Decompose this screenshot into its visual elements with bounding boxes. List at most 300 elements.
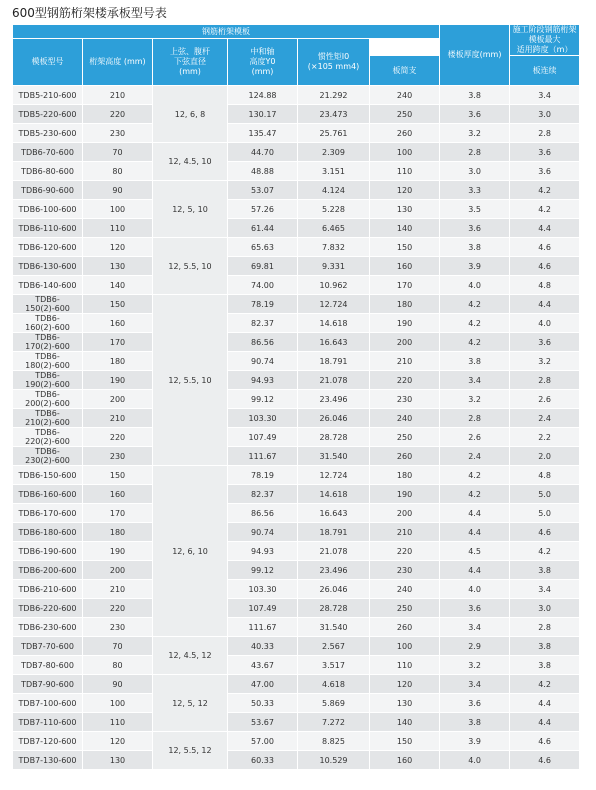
spec-table — [12, 24, 580, 770]
table-row — [13, 181, 580, 200]
cell-simple-span: 3.0 — [440, 162, 510, 181]
cell-continuous-span: 3.6 — [510, 162, 580, 181]
table-row — [13, 219, 580, 238]
cell-simple-span: 2.4 — [440, 447, 510, 466]
cell-neutral-axis: 78.19 — [228, 466, 298, 485]
cell-continuous-span: 2.8 — [510, 124, 580, 143]
cell-slab-thickness: 250 — [370, 599, 440, 618]
cell-model: TDB5-220-600 — [13, 105, 83, 124]
cell-truss-height: 210 — [83, 409, 153, 428]
table-row — [13, 751, 580, 770]
cell-truss-height: 190 — [83, 542, 153, 561]
cell-continuous-span: 4.4 — [510, 295, 580, 314]
cell-neutral-axis: 107.49 — [228, 428, 298, 447]
table-row — [13, 656, 580, 675]
cell-model: TDB6-200-600 — [13, 561, 83, 580]
cell-inertia: 21.078 — [298, 371, 370, 390]
cell-model: TDB6-160(2)-600 — [13, 314, 83, 333]
cell-inertia: 31.540 — [298, 618, 370, 637]
cell-continuous-span: 3.4 — [510, 580, 580, 599]
cell-truss-height: 210 — [83, 580, 153, 599]
cell-slab-thickness: 250 — [370, 105, 440, 124]
cell-continuous-span: 2.2 — [510, 428, 580, 447]
cell-continuous-span: 4.6 — [510, 257, 580, 276]
cell-model: TDB6-210-600 — [13, 580, 83, 599]
cell-truss-height: 230 — [83, 447, 153, 466]
cell-simple-span: 3.3 — [440, 181, 510, 200]
cell-truss-height: 130 — [83, 257, 153, 276]
cell-truss-height: 220 — [83, 105, 153, 124]
cell-slab-thickness: 200 — [370, 504, 440, 523]
cell-model: TDB7-100-600 — [13, 694, 83, 713]
cell-slab-thickness: 210 — [370, 352, 440, 371]
cell-truss-height: 150 — [83, 466, 153, 485]
cell-simple-span: 4.2 — [440, 466, 510, 485]
cell-truss-height: 100 — [83, 694, 153, 713]
header-inertia — [298, 39, 370, 86]
cell-truss-height: 180 — [83, 352, 153, 371]
cell-diameter: 12, 5.5, 10 — [153, 238, 228, 295]
cell-neutral-axis: 53.07 — [228, 181, 298, 200]
cell-slab-thickness: 100 — [370, 637, 440, 656]
cell-neutral-axis: 99.12 — [228, 390, 298, 409]
cell-simple-span: 2.8 — [440, 143, 510, 162]
header-neutral-axis-line3: (mm) — [251, 67, 274, 76]
table-row — [13, 371, 580, 390]
header-max-span — [510, 25, 580, 56]
cell-truss-height: 110 — [83, 713, 153, 732]
page-title: 600型钢筋桁架楼承板型号表 — [12, 6, 167, 20]
cell-inertia: 31.540 — [298, 447, 370, 466]
cell-neutral-axis: 103.30 — [228, 580, 298, 599]
header-max-span-line2: 适用跨度（m） — [516, 45, 573, 54]
table-row — [13, 485, 580, 504]
cell-continuous-span: 4.4 — [510, 219, 580, 238]
header-max-span-line1: 施工阶段钢筋桁架模板最大 — [512, 25, 577, 44]
cell-inertia: 7.832 — [298, 238, 370, 257]
cell-model: TDB6-210(2)-600 — [13, 409, 83, 428]
table-row — [13, 314, 580, 333]
cell-diameter: 12, 4.5, 10 — [153, 143, 228, 181]
cell-simple-span: 4.4 — [440, 523, 510, 542]
cell-slab-thickness: 260 — [370, 124, 440, 143]
cell-continuous-span: 4.8 — [510, 276, 580, 295]
cell-continuous-span: 4.6 — [510, 732, 580, 751]
cell-neutral-axis: 44.70 — [228, 143, 298, 162]
cell-model: TDB6-190(2)-600 — [13, 371, 83, 390]
cell-neutral-axis: 61.44 — [228, 219, 298, 238]
cell-slab-thickness: 220 — [370, 542, 440, 561]
header-neutral-axis-line1: 中和轴 — [250, 47, 275, 56]
cell-slab-thickness: 120 — [370, 181, 440, 200]
cell-truss-height: 140 — [83, 276, 153, 295]
table-row — [13, 675, 580, 694]
cell-truss-height: 90 — [83, 181, 153, 200]
cell-truss-height: 70 — [83, 637, 153, 656]
cell-model: TDB7-70-600 — [13, 637, 83, 656]
cell-slab-thickness: 130 — [370, 694, 440, 713]
table-row — [13, 713, 580, 732]
cell-slab-thickness: 240 — [370, 409, 440, 428]
cell-continuous-span: 4.2 — [510, 542, 580, 561]
header-truss-height: 桁架高度 (mm) — [83, 39, 153, 86]
table-row — [13, 390, 580, 409]
cell-simple-span: 3.6 — [440, 219, 510, 238]
cell-inertia: 5.869 — [298, 694, 370, 713]
cell-inertia: 18.791 — [298, 352, 370, 371]
cell-neutral-axis: 90.74 — [228, 523, 298, 542]
cell-truss-height: 160 — [83, 314, 153, 333]
cell-inertia: 3.517 — [298, 656, 370, 675]
table-row — [13, 542, 580, 561]
cell-simple-span: 3.8 — [440, 352, 510, 371]
cell-neutral-axis: 82.37 — [228, 314, 298, 333]
cell-model: TDB6-230-600 — [13, 618, 83, 637]
cell-slab-thickness: 120 — [370, 675, 440, 694]
cell-slab-thickness: 140 — [370, 219, 440, 238]
cell-continuous-span: 4.4 — [510, 713, 580, 732]
cell-continuous-span: 4.6 — [510, 523, 580, 542]
table-row — [13, 580, 580, 599]
cell-slab-thickness: 170 — [370, 276, 440, 295]
cell-model: TDB7-80-600 — [13, 656, 83, 675]
cell-neutral-axis: 99.12 — [228, 561, 298, 580]
cell-neutral-axis: 40.33 — [228, 637, 298, 656]
header-neutral-axis — [228, 39, 298, 86]
cell-inertia: 9.331 — [298, 257, 370, 276]
cell-inertia: 25.761 — [298, 124, 370, 143]
cell-neutral-axis: 94.93 — [228, 371, 298, 390]
cell-inertia: 23.496 — [298, 561, 370, 580]
cell-inertia: 14.618 — [298, 485, 370, 504]
table-row — [13, 257, 580, 276]
cell-model: TDB6-150-600 — [13, 466, 83, 485]
header-group-truss: 钢筋桁架模板 — [13, 25, 440, 39]
cell-neutral-axis: 82.37 — [228, 485, 298, 504]
cell-model: TDB6-140-600 — [13, 276, 83, 295]
table-row — [13, 428, 580, 447]
cell-diameter: 12, 5, 10 — [153, 181, 228, 238]
header-diameter-line1: 上弦、腹杆 — [170, 47, 210, 56]
cell-simple-span: 3.8 — [440, 86, 510, 105]
cell-inertia: 2.309 — [298, 143, 370, 162]
table-row — [13, 694, 580, 713]
cell-model: TDB7-110-600 — [13, 713, 83, 732]
cell-simple-span: 3.8 — [440, 238, 510, 257]
cell-simple-span: 2.8 — [440, 409, 510, 428]
cell-slab-thickness: 190 — [370, 485, 440, 504]
table-row — [13, 618, 580, 637]
cell-slab-thickness: 260 — [370, 618, 440, 637]
cell-simple-span: 3.2 — [440, 656, 510, 675]
cell-model: TDB7-90-600 — [13, 675, 83, 694]
cell-simple-span: 3.4 — [440, 618, 510, 637]
cell-slab-thickness: 190 — [370, 314, 440, 333]
cell-inertia: 12.724 — [298, 295, 370, 314]
cell-inertia: 5.228 — [298, 200, 370, 219]
cell-continuous-span: 4.4 — [510, 694, 580, 713]
cell-neutral-axis: 50.33 — [228, 694, 298, 713]
cell-slab-thickness: 150 — [370, 732, 440, 751]
cell-continuous-span: 3.8 — [510, 561, 580, 580]
cell-model: TDB6-220(2)-600 — [13, 428, 83, 447]
cell-truss-height: 90 — [83, 675, 153, 694]
cell-neutral-axis: 107.49 — [228, 599, 298, 618]
cell-simple-span: 4.5 — [440, 542, 510, 561]
cell-continuous-span: 3.6 — [510, 143, 580, 162]
cell-truss-height: 220 — [83, 428, 153, 447]
cell-neutral-axis: 86.56 — [228, 504, 298, 523]
table-row — [13, 295, 580, 314]
cell-simple-span: 4.2 — [440, 485, 510, 504]
cell-truss-height: 170 — [83, 333, 153, 352]
cell-simple-span: 2.6 — [440, 428, 510, 447]
cell-inertia: 16.643 — [298, 333, 370, 352]
cell-continuous-span: 2.8 — [510, 371, 580, 390]
cell-slab-thickness: 240 — [370, 580, 440, 599]
cell-neutral-axis: 130.17 — [228, 105, 298, 124]
cell-neutral-axis: 103.30 — [228, 409, 298, 428]
header-continuous-support: 板连续 — [510, 56, 580, 86]
cell-truss-height: 200 — [83, 390, 153, 409]
cell-slab-thickness: 130 — [370, 200, 440, 219]
cell-model: TDB5-230-600 — [13, 124, 83, 143]
cell-model: TDB5-210-600 — [13, 86, 83, 105]
cell-neutral-axis: 65.63 — [228, 238, 298, 257]
cell-diameter: 12, 5, 12 — [153, 675, 228, 732]
cell-continuous-span: 2.8 — [510, 618, 580, 637]
table-row — [13, 599, 580, 618]
cell-truss-height: 80 — [83, 162, 153, 181]
cell-continuous-span: 5.0 — [510, 504, 580, 523]
cell-continuous-span: 4.6 — [510, 751, 580, 770]
header-diameter — [153, 39, 228, 86]
cell-continuous-span: 5.0 — [510, 485, 580, 504]
header-slab-thickness: 楼板厚度(mm) — [440, 25, 510, 86]
cell-neutral-axis: 90.74 — [228, 352, 298, 371]
cell-model: TDB6-90-600 — [13, 181, 83, 200]
cell-slab-thickness: 100 — [370, 143, 440, 162]
cell-inertia: 26.046 — [298, 409, 370, 428]
cell-slab-thickness: 210 — [370, 523, 440, 542]
table-body — [13, 86, 580, 770]
cell-model: TDB6-180-600 — [13, 523, 83, 542]
table-row — [13, 561, 580, 580]
table-row — [13, 732, 580, 751]
cell-neutral-axis: 111.67 — [228, 447, 298, 466]
cell-inertia: 6.465 — [298, 219, 370, 238]
cell-inertia: 23.473 — [298, 105, 370, 124]
cell-simple-span: 3.9 — [440, 732, 510, 751]
table-row — [13, 409, 580, 428]
cell-simple-span: 4.4 — [440, 561, 510, 580]
cell-inertia: 28.728 — [298, 428, 370, 447]
table-row — [13, 504, 580, 523]
cell-simple-span: 3.6 — [440, 599, 510, 618]
cell-model: TDB6-190-600 — [13, 542, 83, 561]
header-neutral-axis-line2: 高度Y0 — [249, 57, 276, 66]
cell-inertia: 8.825 — [298, 732, 370, 751]
cell-continuous-span: 4.2 — [510, 181, 580, 200]
table-row — [13, 105, 580, 124]
cell-model: TDB6-160-600 — [13, 485, 83, 504]
cell-truss-height: 190 — [83, 371, 153, 390]
cell-truss-height: 170 — [83, 504, 153, 523]
cell-truss-height: 210 — [83, 86, 153, 105]
cell-slab-thickness: 220 — [370, 371, 440, 390]
cell-continuous-span: 4.8 — [510, 466, 580, 485]
cell-diameter: 12, 5.5, 10 — [153, 295, 228, 466]
table-row — [13, 86, 580, 105]
cell-inertia: 21.078 — [298, 542, 370, 561]
cell-truss-height: 120 — [83, 238, 153, 257]
cell-neutral-axis: 135.47 — [228, 124, 298, 143]
cell-continuous-span: 3.6 — [510, 333, 580, 352]
table-row — [13, 333, 580, 352]
cell-model: TDB6-180(2)-600 — [13, 352, 83, 371]
cell-simple-span: 3.6 — [440, 105, 510, 124]
cell-simple-span: 4.0 — [440, 276, 510, 295]
cell-model: TDB6-200(2)-600 — [13, 390, 83, 409]
cell-diameter: 12, 5.5, 12 — [153, 732, 228, 770]
cell-truss-height: 230 — [83, 124, 153, 143]
header-model: 模板型号 — [13, 39, 83, 86]
cell-truss-height: 230 — [83, 618, 153, 637]
cell-truss-height: 160 — [83, 485, 153, 504]
cell-inertia: 2.567 — [298, 637, 370, 656]
cell-model: TDB6-150(2)-600 — [13, 295, 83, 314]
cell-truss-height: 130 — [83, 751, 153, 770]
cell-diameter: 12, 4.5, 12 — [153, 637, 228, 675]
cell-continuous-span: 3.8 — [510, 656, 580, 675]
table-row — [13, 200, 580, 219]
cell-truss-height: 120 — [83, 732, 153, 751]
cell-simple-span: 4.0 — [440, 580, 510, 599]
table-row — [13, 143, 580, 162]
cell-simple-span: 4.2 — [440, 295, 510, 314]
cell-simple-span: 3.2 — [440, 390, 510, 409]
cell-slab-thickness: 160 — [370, 751, 440, 770]
cell-model: TDB6-110-600 — [13, 219, 83, 238]
cell-continuous-span: 4.6 — [510, 238, 580, 257]
cell-model: TDB6-130-600 — [13, 257, 83, 276]
cell-continuous-span: 4.2 — [510, 675, 580, 694]
cell-simple-span: 4.0 — [440, 751, 510, 770]
cell-continuous-span: 2.6 — [510, 390, 580, 409]
header-simple-support: 板简支 — [370, 56, 440, 86]
cell-inertia: 3.151 — [298, 162, 370, 181]
cell-inertia: 10.529 — [298, 751, 370, 770]
cell-continuous-span: 3.0 — [510, 599, 580, 618]
cell-continuous-span: 3.0 — [510, 105, 580, 124]
cell-inertia: 16.643 — [298, 504, 370, 523]
cell-model: TDB7-120-600 — [13, 732, 83, 751]
cell-neutral-axis: 57.00 — [228, 732, 298, 751]
cell-simple-span: 3.2 — [440, 124, 510, 143]
cell-neutral-axis: 111.67 — [228, 618, 298, 637]
cell-slab-thickness: 240 — [370, 86, 440, 105]
table-row — [13, 523, 580, 542]
cell-inertia: 21.292 — [298, 86, 370, 105]
cell-simple-span: 4.2 — [440, 314, 510, 333]
cell-neutral-axis: 60.33 — [228, 751, 298, 770]
cell-slab-thickness: 160 — [370, 257, 440, 276]
cell-model: TDB7-130-600 — [13, 751, 83, 770]
cell-neutral-axis: 47.00 — [228, 675, 298, 694]
cell-slab-thickness: 110 — [370, 162, 440, 181]
table-row — [13, 352, 580, 371]
header-inertia-line1: 惯性矩I0 — [317, 52, 350, 61]
cell-inertia: 4.618 — [298, 675, 370, 694]
cell-inertia: 4.124 — [298, 181, 370, 200]
cell-diameter: 12, 6, 8 — [153, 86, 228, 143]
cell-simple-span: 3.9 — [440, 257, 510, 276]
cell-inertia: 28.728 — [298, 599, 370, 618]
cell-simple-span: 2.9 — [440, 637, 510, 656]
cell-neutral-axis: 86.56 — [228, 333, 298, 352]
cell-slab-thickness: 110 — [370, 656, 440, 675]
cell-model: TDB6-230(2)-600 — [13, 447, 83, 466]
cell-neutral-axis: 124.88 — [228, 86, 298, 105]
cell-simple-span: 3.4 — [440, 675, 510, 694]
cell-neutral-axis: 74.00 — [228, 276, 298, 295]
cell-inertia: 12.724 — [298, 466, 370, 485]
cell-inertia: 10.962 — [298, 276, 370, 295]
cell-continuous-span: 3.8 — [510, 637, 580, 656]
cell-truss-height: 100 — [83, 200, 153, 219]
table-row — [13, 276, 580, 295]
cell-neutral-axis: 69.81 — [228, 257, 298, 276]
cell-neutral-axis: 94.93 — [228, 542, 298, 561]
cell-slab-thickness: 260 — [370, 447, 440, 466]
cell-truss-height: 70 — [83, 143, 153, 162]
cell-truss-height: 220 — [83, 599, 153, 618]
cell-simple-span: 4.4 — [440, 504, 510, 523]
cell-simple-span: 3.5 — [440, 200, 510, 219]
table-row — [13, 637, 580, 656]
cell-diameter: 12, 6, 10 — [153, 466, 228, 637]
cell-inertia: 14.618 — [298, 314, 370, 333]
cell-model: TDB6-170-600 — [13, 504, 83, 523]
header-diameter-line3: (mm) — [179, 67, 201, 76]
cell-simple-span: 3.6 — [440, 694, 510, 713]
cell-slab-thickness: 180 — [370, 295, 440, 314]
header-inertia-line2: (×105 mm4) — [307, 62, 360, 71]
cell-truss-height: 150 — [83, 295, 153, 314]
cell-slab-thickness: 180 — [370, 466, 440, 485]
cell-truss-height: 80 — [83, 656, 153, 675]
cell-continuous-span: 4.0 — [510, 314, 580, 333]
table-row — [13, 447, 580, 466]
cell-continuous-span: 3.4 — [510, 86, 580, 105]
cell-truss-height: 110 — [83, 219, 153, 238]
cell-model: TDB6-70-600 — [13, 143, 83, 162]
table-row — [13, 466, 580, 485]
cell-model: TDB6-100-600 — [13, 200, 83, 219]
cell-continuous-span: 2.0 — [510, 447, 580, 466]
cell-inertia: 7.272 — [298, 713, 370, 732]
table-row — [13, 238, 580, 257]
cell-model: TDB6-80-600 — [13, 162, 83, 181]
cell-slab-thickness: 150 — [370, 238, 440, 257]
cell-model: TDB6-220-600 — [13, 599, 83, 618]
cell-truss-height: 180 — [83, 523, 153, 542]
cell-slab-thickness: 200 — [370, 333, 440, 352]
cell-continuous-span: 2.4 — [510, 409, 580, 428]
cell-inertia: 18.791 — [298, 523, 370, 542]
cell-neutral-axis: 78.19 — [228, 295, 298, 314]
cell-continuous-span: 4.2 — [510, 200, 580, 219]
